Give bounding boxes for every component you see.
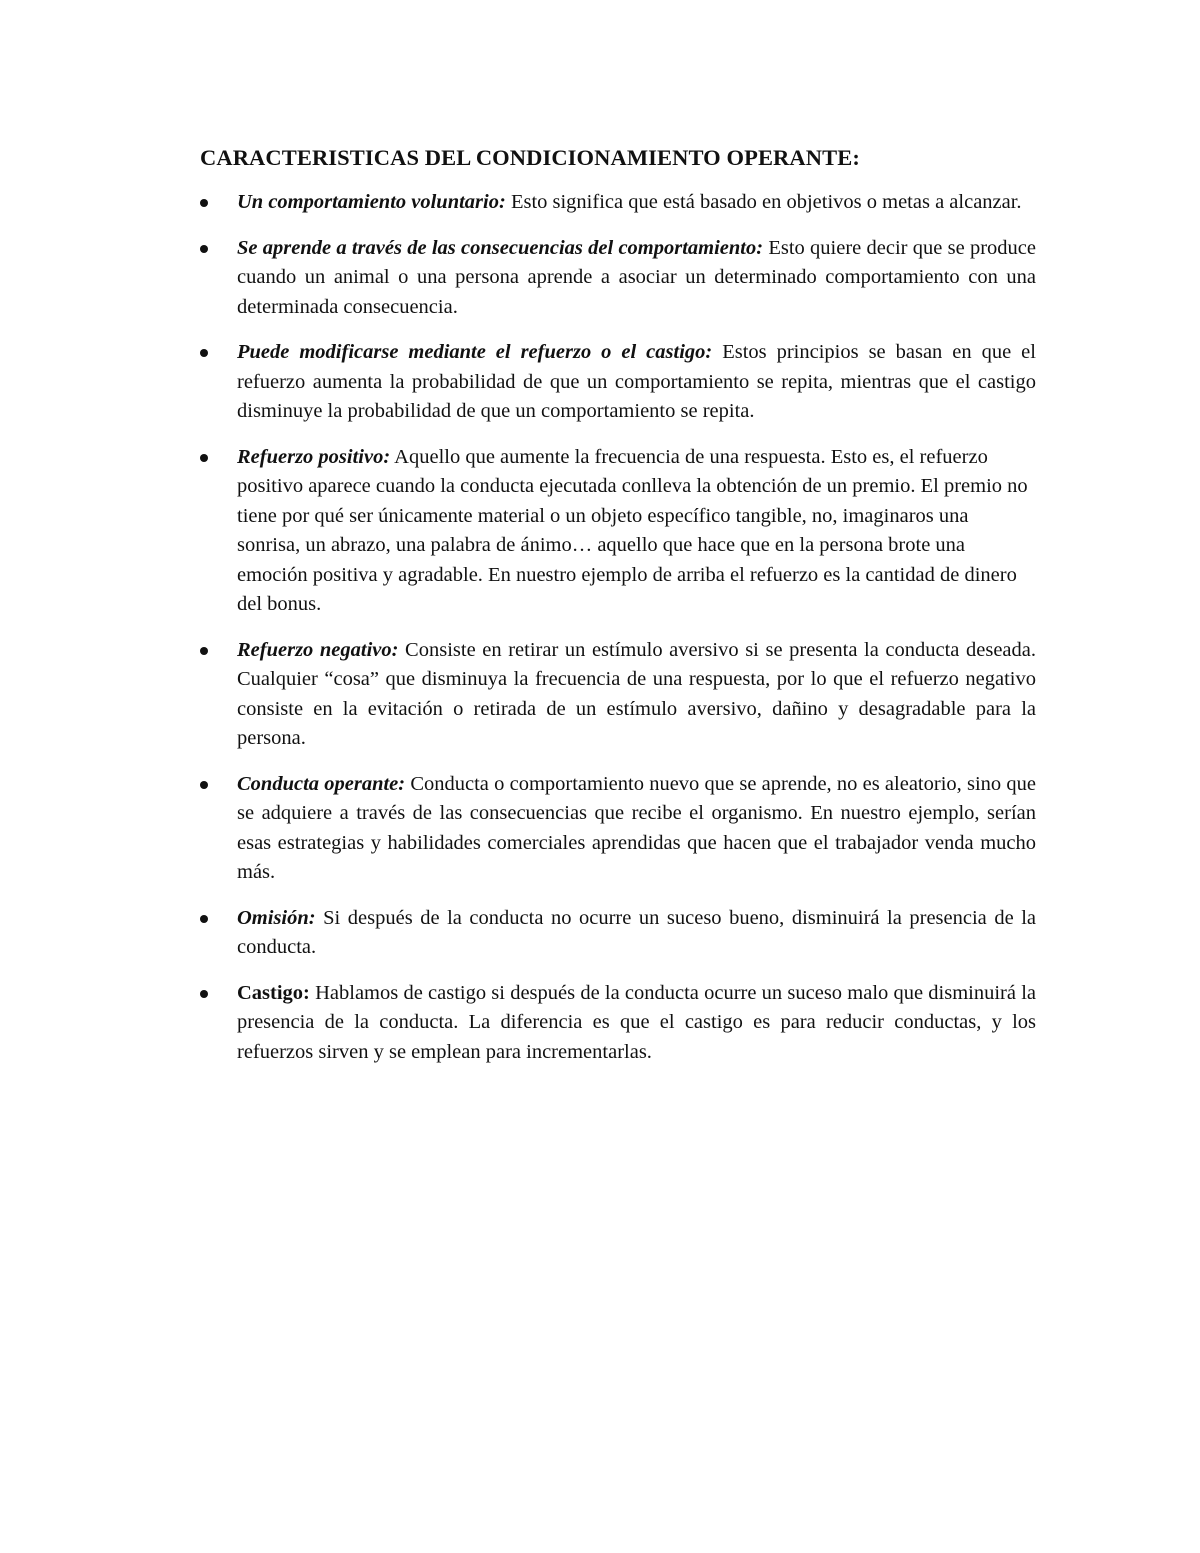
bullet-icon xyxy=(200,647,208,655)
list-item xyxy=(200,904,1036,963)
item-text: Si después de la conducta no ocurre un suceso bueno, disminuirá la presencia de la conducta. xyxy=(237,906,1036,958)
bullet-icon xyxy=(200,990,208,998)
item-text: Conducta o comportamiento nuevo que se aprende, no es aleatorio, sino que se adquiere a través de las consecuencias que recibe el organismo. En nuestro ejemplo, serían esas estrategias y habilidades comerciales aprendidas que hacen que el trabajador venda mucho más. xyxy=(237,772,1037,883)
bullet-icon xyxy=(200,245,208,253)
list-item xyxy=(200,234,1036,323)
bullet-icon xyxy=(200,915,208,923)
item-text: Hablamos de castigo si después de la conducta ocurre un suceso malo que disminuirá la presencia de la conducta. La diferencia es que el castigo es para reducir conductas, y los refuerzos sirven y se emplean para incrementarlas. xyxy=(237,981,1036,1063)
bullet-icon xyxy=(200,199,208,207)
item-text: Consiste en retirar un estímulo aversivo si se presenta la conducta deseada. Cualquier “cosa” que disminuya la frecuencia de una respuesta, por lo que el refuerzo negativo consiste en la evitación o retirada de un estímulo aversivo, dañino y desagradable para la persona. xyxy=(237,638,1036,749)
item-term: Conducta operante: xyxy=(237,772,406,795)
item-text: Esto significa que está basado en objetivos o metas a alcanzar. xyxy=(505,191,1022,213)
document-title: CARACTERISTICAS DEL CONDICIONAMIENTO OPERANTE: xyxy=(200,145,860,170)
list-item xyxy=(200,188,1036,218)
list-item xyxy=(200,979,1036,1068)
item-text: Estos principios se basan en que el refuerzo aumenta la probabilidad de que un comportamiento se repita, mientras que el castigo disminuye la probabilidad de que un comportamiento se repita. xyxy=(237,341,1036,422)
list-item xyxy=(200,443,1036,620)
characteristics-list xyxy=(200,188,1036,1083)
item-term: Omisión: xyxy=(237,906,316,929)
item-text: Aquello que aumente la frecuencia de una respuesta. Esto es, el refuerzo positivo aparece cuando la conducta ejecutada conlleva la obtención de un premio. El premio no tiene por qué ser únicamente material o un objeto específico tangible, no, imaginaros una sonrisa, un abrazo, una palabra de ánimo… aquello que hace que en la persona brote una emoción positiva y agradable. En nuestro ejemplo de arriba el refuerzo es la cantidad de dinero del bonus. xyxy=(237,445,1028,615)
bullet-icon xyxy=(200,454,208,462)
item-term: Puede modificarse mediante el refuerzo o el castigo: xyxy=(237,341,713,363)
item-term: Refuerzo positivo: xyxy=(237,445,391,468)
item-term: Refuerzo negativo: xyxy=(237,638,399,661)
list-item xyxy=(200,636,1036,754)
list-item xyxy=(200,770,1036,888)
item-text: Esto quiere decir que se produce cuando un animal o una persona aprende a asociar un determinado comportamiento con una determinada consecuencia. xyxy=(237,236,1036,318)
item-term: Se aprende a través de las consecuencias del comportamiento: xyxy=(237,236,764,259)
bullet-icon xyxy=(200,349,208,357)
list-item xyxy=(200,338,1036,427)
item-term: Un comportamiento voluntario: xyxy=(237,191,506,213)
item-term: Castigo: xyxy=(237,981,310,1004)
bullet-icon xyxy=(200,781,208,789)
